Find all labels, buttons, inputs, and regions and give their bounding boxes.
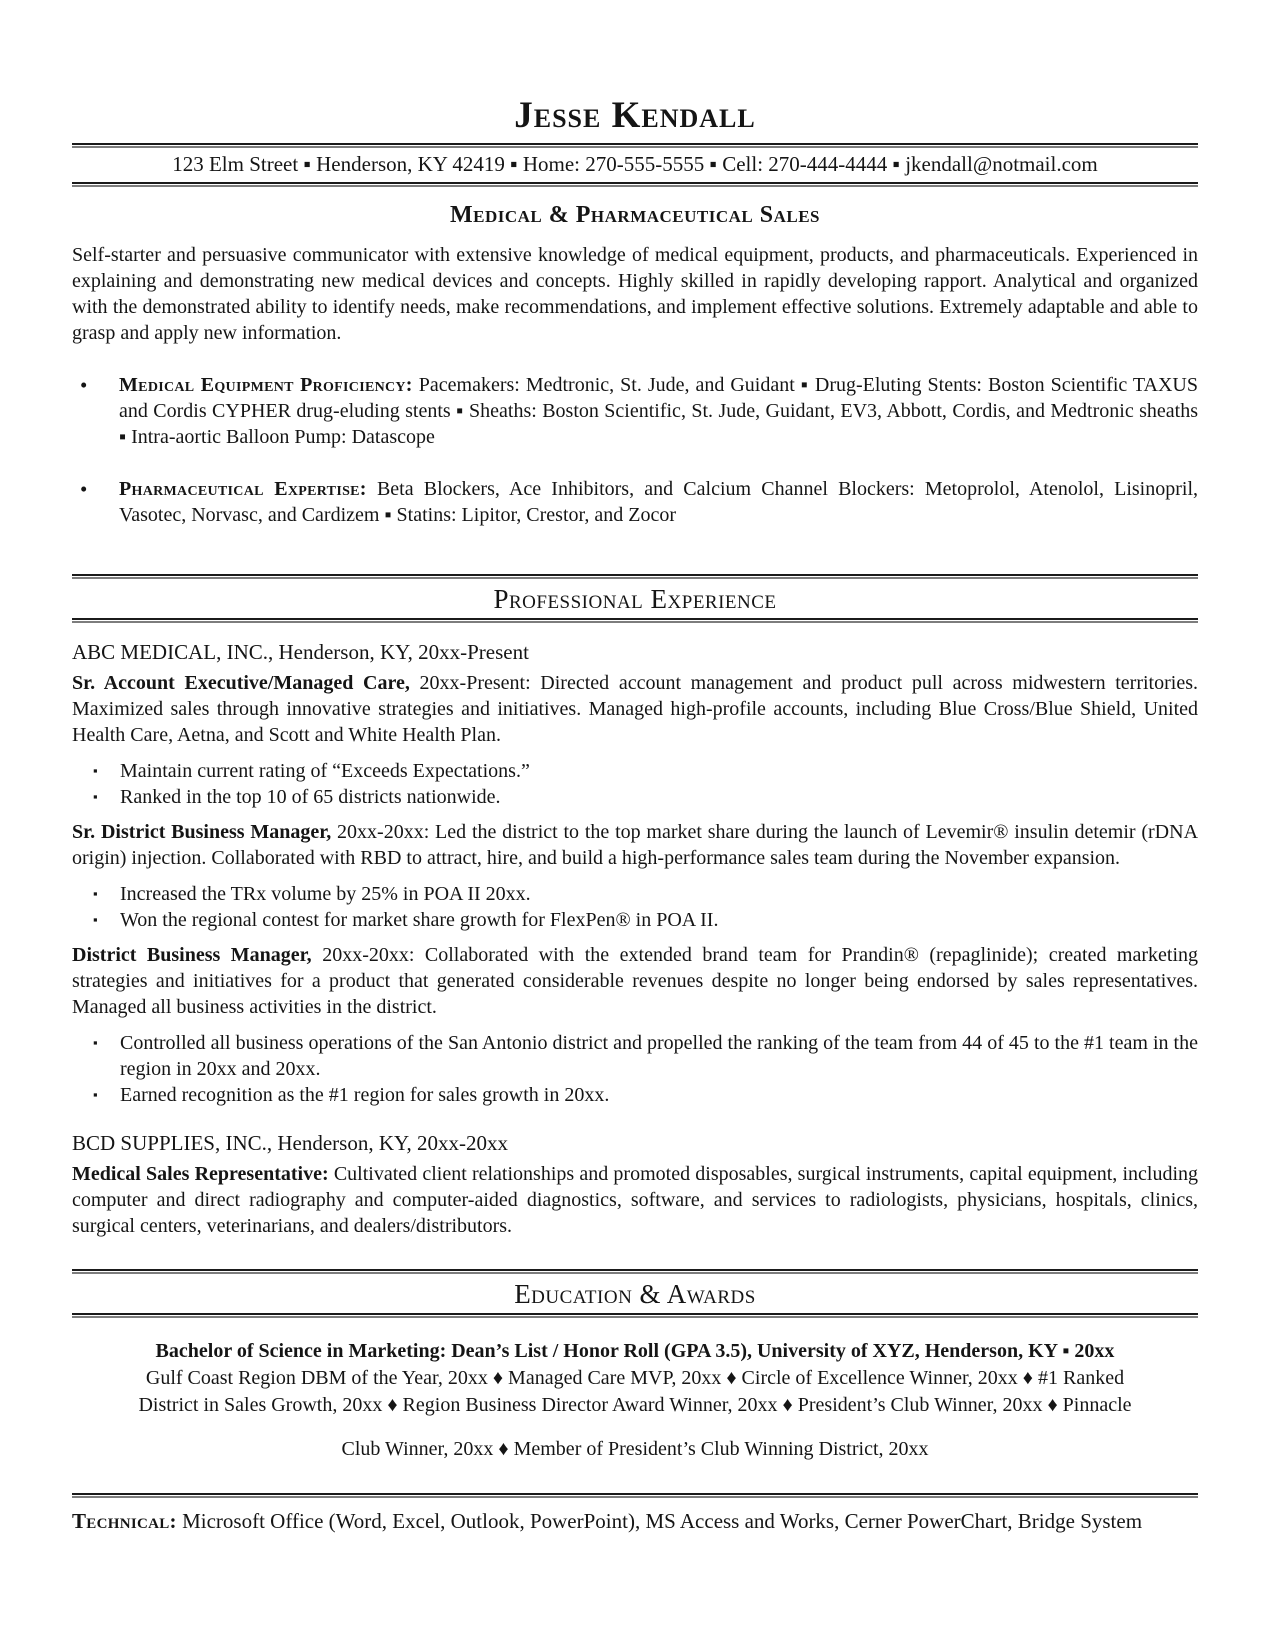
bullet-icon: • (80, 373, 88, 397)
section-education-header (72, 1269, 1198, 1318)
degree-line: Bachelor of Science in Marketing: Dean’s List / Honor Roll (GPA 3.5), University of XYZ, Henderson, KY ▪ 20xx (155, 1340, 1115, 1362)
achievement-text: Maintain current rating of “Exceeds Expectations.” (120, 760, 530, 782)
section-experience-header (72, 574, 1198, 623)
role-paragraph-sr-district-business-manager (72, 819, 1198, 871)
role-title: Sr. District Business Manager, (72, 821, 332, 843)
role-title: District Business Manager, (72, 944, 312, 966)
achievement-text: Earned recognition as the #1 region for sales growth in 20xx. (120, 1084, 610, 1106)
role-title: Medical Sales Representative: (72, 1163, 329, 1185)
achievement-item (72, 1082, 1198, 1108)
summary-paragraph: Self-starter and persuasive communicator with extensive knowledge of medical equipment, products, and pharmaceuticals. Experienced in explaining and demonstrating new medical devices and concepts. Highly skilled in rapidly developing rapport. Analytical and organized with the demonstrated ability to identify needs, make recommendations, and implement effective solutions. Extremely adaptable and able to grasp and apply new information. (72, 244, 1198, 344)
resume-headline: Medical & Pharmaceutical Sales (449, 202, 821, 228)
company-line-abc-medical: ABC MEDICAL, INC., Henderson, KY, 20xx-Present (72, 640, 529, 664)
achievement-text: Ranked in the top 10 of 65 districts nationwide. (120, 786, 501, 808)
bullet-icon: • (80, 477, 88, 501)
role-bullet-list (72, 1030, 1198, 1108)
summary-bullet-equipment (72, 372, 1198, 450)
role-title: Sr. Account Executive/Managed Care, (72, 672, 410, 694)
role-bullet-list (72, 758, 1198, 810)
technical-label: Technical: (72, 1509, 177, 1533)
role-bullet-list (72, 881, 1198, 933)
square-bullet-icon: ▪ (93, 1087, 98, 1102)
achievement-item (72, 881, 1198, 907)
summary-bullet-text (119, 372, 1198, 450)
role-paragraph-sr-account-executive (72, 670, 1198, 748)
square-bullet-icon: ▪ (93, 1035, 98, 1050)
awards-line: District in Sales Growth, 20xx ♦ Region Business Director Award Winner, 20xx ♦ President’s Club Winner, 20xx ♦ Pinnacle (138, 1394, 1132, 1416)
bullet-lead-label: Medical Equipment Proficiency: (119, 374, 413, 396)
bullet-lead-label: Pharmaceutical Expertise: (119, 478, 367, 500)
achievement-item (72, 758, 1198, 784)
section-title-education: Education & Awards (514, 1279, 756, 1309)
technical-divider (72, 1493, 1198, 1498)
achievement-text: Won the regional contest for market share growth for FlexPen® in POA II. (120, 909, 719, 931)
awards-line-final: Club Winner, 20xx ♦ Member of President’s Club Winning District, 20xx (341, 1438, 929, 1460)
role-paragraph-district-business-manager (72, 942, 1198, 1020)
role-description: 20xx-Present: Directed account management and product pull across midwestern territories. Maximized sales through innovative strategies and initiatives. Managed high-profile accounts, including Blue Cross/Blue Shield, United Health Care, Aetna, and Scott and White Health Plan. (72, 672, 1198, 746)
role-description: Cultivated client relationships and promoted disposables, surgical instruments, capital equipment, including computer and direct radiography and computer-aided diagnostics, software, and services to radiologists, physicians, hospitals, clinics, surgical centers, veterinarians, and dealers/distributors. (72, 1163, 1198, 1237)
technical-text: Microsoft Office (Word, Excel, Outlook, PowerPoint), MS Access and Works, Cerner PowerChart, Bridge System (182, 1509, 1143, 1533)
person-name: Jesse Kendall (514, 95, 756, 136)
achievement-item (72, 907, 1198, 933)
achievement-item (72, 1030, 1198, 1082)
header-divider-bottom (72, 182, 1198, 187)
achievement-text: Increased the TRx volume by 25% in POA II 20xx. (120, 883, 531, 905)
section-divider (72, 1313, 1198, 1318)
awards-line: Gulf Coast Region DBM of the Year, 20xx ♦ Managed Care MVP, 20xx ♦ Circle of Excellence Winner, 20xx ♦ #1 Ranked (145, 1367, 1125, 1389)
contact-line: 123 Elm Street ▪ Henderson, KY 42419 ▪ Home: 270-555-5555 ▪ Cell: 270-444-4444 ▪ jkendall@notmail.com (172, 152, 1098, 176)
technical-line (72, 1508, 1198, 1535)
square-bullet-icon: ▪ (93, 789, 98, 804)
role-description: 20xx-20xx: Led the district to the top market share during the launch of Levemir® insulin detemir (rDNA origin) injection. Collaborated with RBD to attract, hire, and build a high-performance sales team during the November expansion. (72, 821, 1199, 869)
square-bullet-icon: ▪ (93, 886, 98, 901)
square-bullet-icon: ▪ (93, 912, 98, 927)
summary-bullet-text (119, 476, 1198, 528)
role-paragraph-medical-sales-representative (72, 1161, 1198, 1239)
bullet-body-text: Beta Blockers, Ace Inhibitors, and Calcium Channel Blockers: Metoprolol, Atenolol, Lisinopril, Vasotec, Norvasc, and Cardizem ▪ Statins: Lipitor, Crestor, and Zocor (119, 478, 1199, 526)
section-divider (72, 618, 1198, 623)
bullet-body-text: Pacemakers: Medtronic, St. Jude, and Guidant ▪ Drug-Eluting Stents: Boston Scientific TAXUS and Cordis CYPHER drug-eluding stents ▪ Sheaths: Boston Scientific, St. Jude, Guidant, EV3, Abbott, Cordis, and Medtronic sheaths ▪ Intra-aortic Balloon Pump: Datascope (119, 374, 1199, 448)
achievement-item (72, 784, 1198, 810)
summary-bullet-pharma (72, 476, 1198, 528)
square-bullet-icon: ▪ (93, 763, 98, 778)
role-description: 20xx-20xx: Collaborated with the extended brand team for Prandin® (repaglinide); created marketing strategies and initiatives for a product that generated considerable revenues despite no longer being endorsed by sales representatives. Managed all business activities in the district. (72, 944, 1199, 1018)
achievement-text: Controlled all business operations of the San Antonio district and propelled the ranking of the team from 44 of 45 to the #1 team in the region in 20xx and 20xx. (120, 1032, 1198, 1080)
company-line-bcd-supplies: BCD SUPPLIES, INC., Henderson, KY, 20xx-20xx (72, 1131, 508, 1155)
section-title-experience: Professional Experience (493, 584, 777, 614)
